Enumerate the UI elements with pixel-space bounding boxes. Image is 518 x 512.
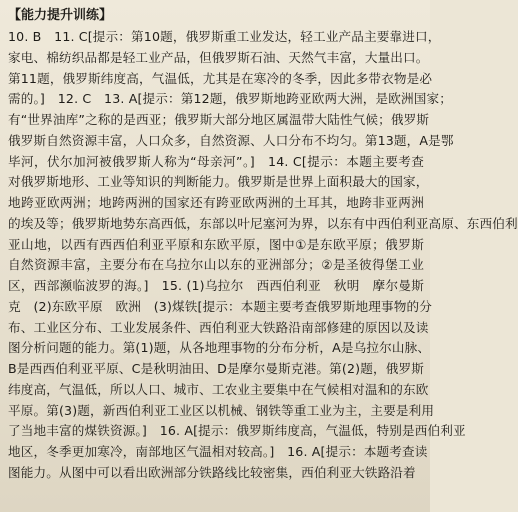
text-line: 区，西部濒临波罗的海。] 15. (1)乌拉尔 西西伯利亚 秋明 摩尔曼斯	[8, 278, 424, 293]
answer-text-block	[8, 27, 518, 484]
text-line: 10. B 11. C[提示：第10题，俄罗斯重工业发达，轻工业产品主要靠进口，	[8, 29, 441, 44]
text-line: 地跨亚欧两洲；地跨两洲的国家还有跨亚欧两洲的土耳其，地跨非亚两洲	[8, 195, 424, 210]
text-line: 图能力。从图中可以看出欧洲部分铁路线比较密集，西伯利亚大铁路沿着	[8, 464, 416, 480]
text-line: 了当地丰富的煤铁资源。] 16. A[提示：俄罗斯纬度高，气温低，特别是西伯利亚	[8, 423, 466, 439]
text-line: 需的。] 12. C 13. A[提示：第12题，俄罗斯地跨亚欧两大洲，是欧洲国家；	[8, 91, 452, 107]
text-line: 有“世界油库”之称的是西亚；俄罗斯大部分地区属温带大陆性气候；俄罗斯	[8, 112, 430, 127]
text-line: 对俄罗斯地形、工业等知识的判断能力。俄罗斯是世界上面积最大的国家，	[8, 174, 429, 190]
section-title: 【能力提升训练】	[8, 8, 113, 23]
text-line: B是西西伯利亚平原、C是秋明油田、D是摩尔曼斯克港。第(2)题，俄罗斯	[8, 361, 424, 376]
text-line: 的埃及等；俄罗斯地势东高西低，东部以叶尼塞河为界，以东有中西伯利亚高原、东西伯利	[8, 215, 518, 231]
text-line: 第11题，俄罗斯纬度高，气温低，尤其是在寒冷的冬季，因此多带衣物是必	[8, 70, 433, 86]
text-line: 布、工业区分布、工业发展条件、西伯利亚大铁路沿南部修建的原因以及读	[8, 319, 429, 335]
text-line: 图分析问题的能力。第(1)题，从各地理事物的分布分析，A是乌拉尔山脉、	[8, 340, 431, 356]
text-line: 毕河，伏尔加河被俄罗斯人称为“母亲河”。] 14. C[提示：本题主要考查	[8, 153, 424, 169]
text-line: 亚山地，以西有西西伯利亚平原和东欧平原，图中①是东欧平原；俄罗斯	[8, 236, 424, 252]
text-line: 家电、棉纺织品都是轻工业产品，但俄罗斯石油、天然气丰富，大量出口。	[8, 49, 429, 65]
text-line: 自然资源丰富，主要分布在乌拉尔山以东的亚洲部分；②是圣彼得堡工业	[8, 257, 424, 273]
text-line: 俄罗斯自然资源丰富，人口众多，自然资源、人口分布不均匀。第13题，A是鄂	[8, 132, 454, 148]
text-line: 地区，冬季更加寒冷，南部地区气温相对较高。] 16. A[提示：本题考查读	[8, 444, 428, 459]
text-line: 纬度高，气温低，所以人口、城市、工农业主要集中在气候相对温和的东欧	[8, 381, 429, 397]
text-line: 平原。第(3)题，新西伯利亚工业区以机械、钢铁等重工业为主，主要是利用	[8, 402, 435, 418]
text-line: 克 (2)东欧平原 欧洲 (3)煤铁[提示：本题主要考查俄罗斯地理事物的分	[8, 298, 432, 314]
